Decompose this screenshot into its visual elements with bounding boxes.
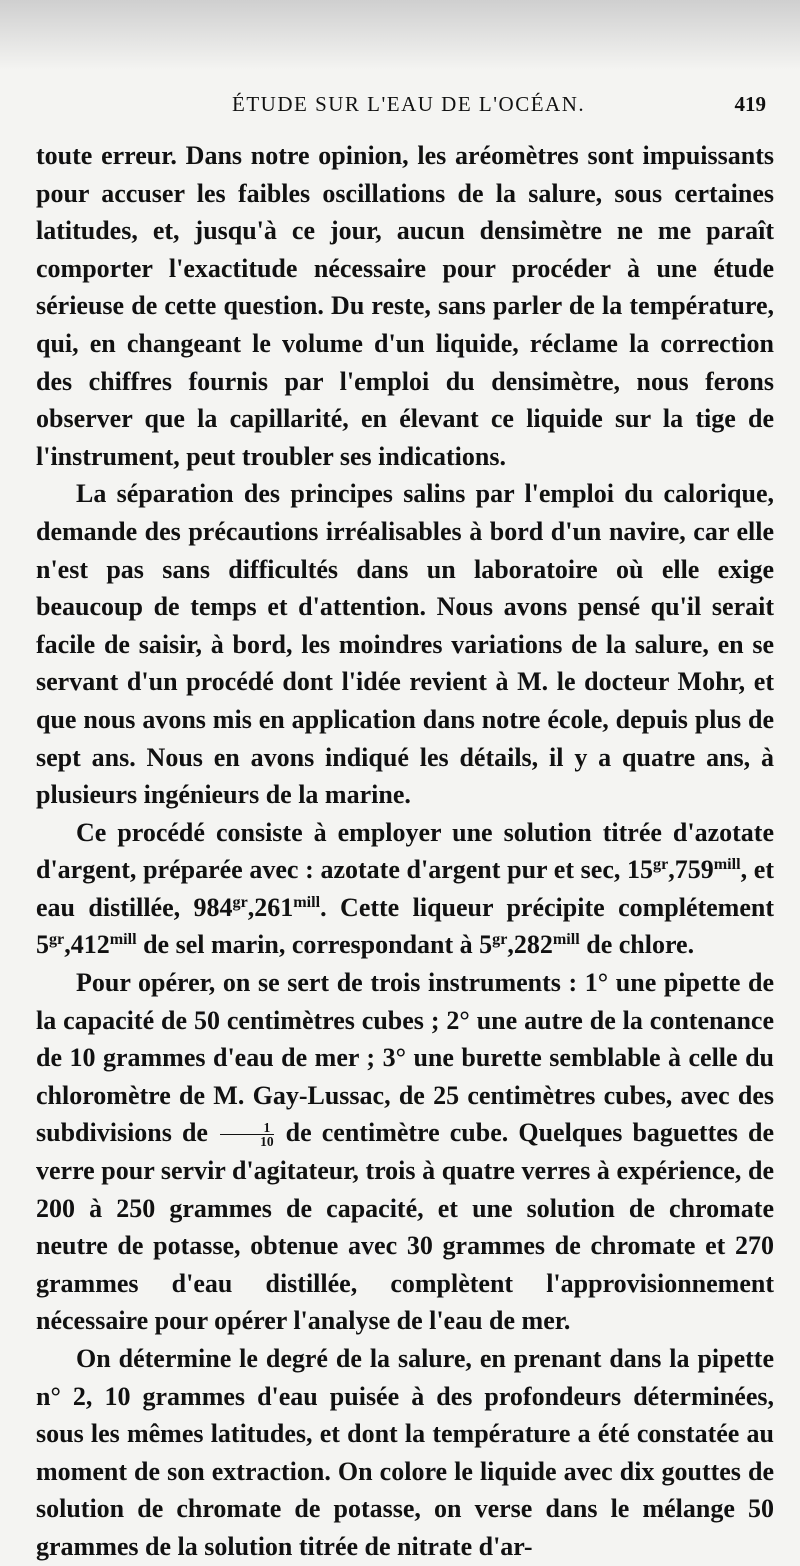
p4-text-a: Pour opérer, on se sert de trois instruments : 1° une pipette de la capacité de 50 centimètres cubes ; 2° une autre de la contenance de 10 grammes d'eau de mer ; 3° une burette semblable à celle du chloromètre de M. Gay-Lussac, de 25 centimètres cubes, avec des subdivisions de (36, 968, 774, 1148)
page-header (0, 92, 800, 132)
unit-gram: gr (492, 931, 508, 949)
paragraph-4 (36, 964, 774, 1340)
p3-text-e: de chlore. (579, 930, 695, 960)
unit-milligram: mill (109, 931, 137, 949)
p3-text-a: Ce procédé consiste à employer une solution titrée d'azotate d'argent, préparée avec : azotate d'argent pur et sec, 15 (36, 817, 774, 885)
unit-milligram: mill (713, 856, 741, 874)
unit-gram: gr (232, 894, 248, 912)
paragraph-1: toute erreur. Dans notre opinion, les aréomètres sont impuissants pour accuser les faibles oscillations de la salure, sous certaines latitudes, et, jusqu'à ce jour, aucun densimètre ne me paraît comporter l'exactitude nécessaire pour procéder à une étude sérieuse de cette question. Du reste, sans parler de la température, qui, en changeant le volume d'un liquide, réclame la correction des chiffres fournis par l'emploi du densimètre, nous ferons observer que la capillarité, en élevant ce liquide sur la tige de l'instrument, peut troubler ses indications. (36, 141, 774, 471)
running-title: ÉTUDE SUR L'EAU DE L'OCÉAN. (232, 92, 586, 116)
fraction-one-tenth (220, 1121, 274, 1149)
unit-milligram: mill (293, 894, 321, 912)
paragraph-2: La séparation des principes salins par l'emploi du calorique, demande des précautions irréalisables à bord d'un navire, car elle n'est pas sans difficultés dans un laboratoire où elle exige beaucoup de temps et d'attention. Nous avons pensé qu'il serait facile de saisir, à bord, les moindres variations de la salure, en se servant d'un procédé dont l'idée revient à M. le docteur Mohr, et que nous avons mis en application dans notre école, depuis plus de sept ans. Nous en avons indiqué les détails, il y a quatre ans, à plusieurs ingénieurs de la marine. (36, 479, 774, 810)
p3-value-1: ,759 (668, 855, 714, 885)
paragraph-3 (36, 814, 774, 964)
fraction-denominator: 10 (260, 1134, 274, 1150)
paragraph-5: On détermine le degré de la salure, en prenant dans la pipette n° 2, 10 grammes d'eau puisée à des profondeurs déterminées, sous les mêmes latitudes, et dont la température a été constatée au moment de son extraction. On colore le liquide avec dix gouttes de solution de chromate de potasse, on verse dans le mélange 50 grammes de la solution titrée de nitrate d'ar- (36, 1344, 774, 1561)
p3-text-b: , et eau distillée, 984 (36, 855, 775, 922)
fraction-numerator: 1 (220, 1121, 274, 1136)
unit-gram: gr (653, 856, 669, 874)
unit-gram: gr (49, 931, 65, 949)
p3-value-2: ,261 (247, 892, 294, 922)
p3-value-4: ,282 (507, 930, 553, 960)
p3-text-c: . Cette liqueur précipite complétement 5 (36, 892, 775, 960)
p3-text-d: de sel marin, correspondant à 5 (136, 930, 493, 960)
body-text (36, 137, 774, 1566)
p4-text-b: de centimètre cube. Quelques baguettes de verre pour servir d'agitateur, trois à quatre verres à expérience, de 200 à 250 grammes de capacité, et une solution de chromate neutre de potasse, obtenue avec 30 grammes de chromate et 270 grammes d'eau distillée, complètent l'approvisionnement nécessaire pour opérer l'analyse de l'eau de mer. (36, 1118, 774, 1336)
page-number: 419 (734, 92, 766, 116)
p3-value-3: ,412 (64, 930, 110, 960)
unit-milligram: mill (552, 931, 580, 949)
